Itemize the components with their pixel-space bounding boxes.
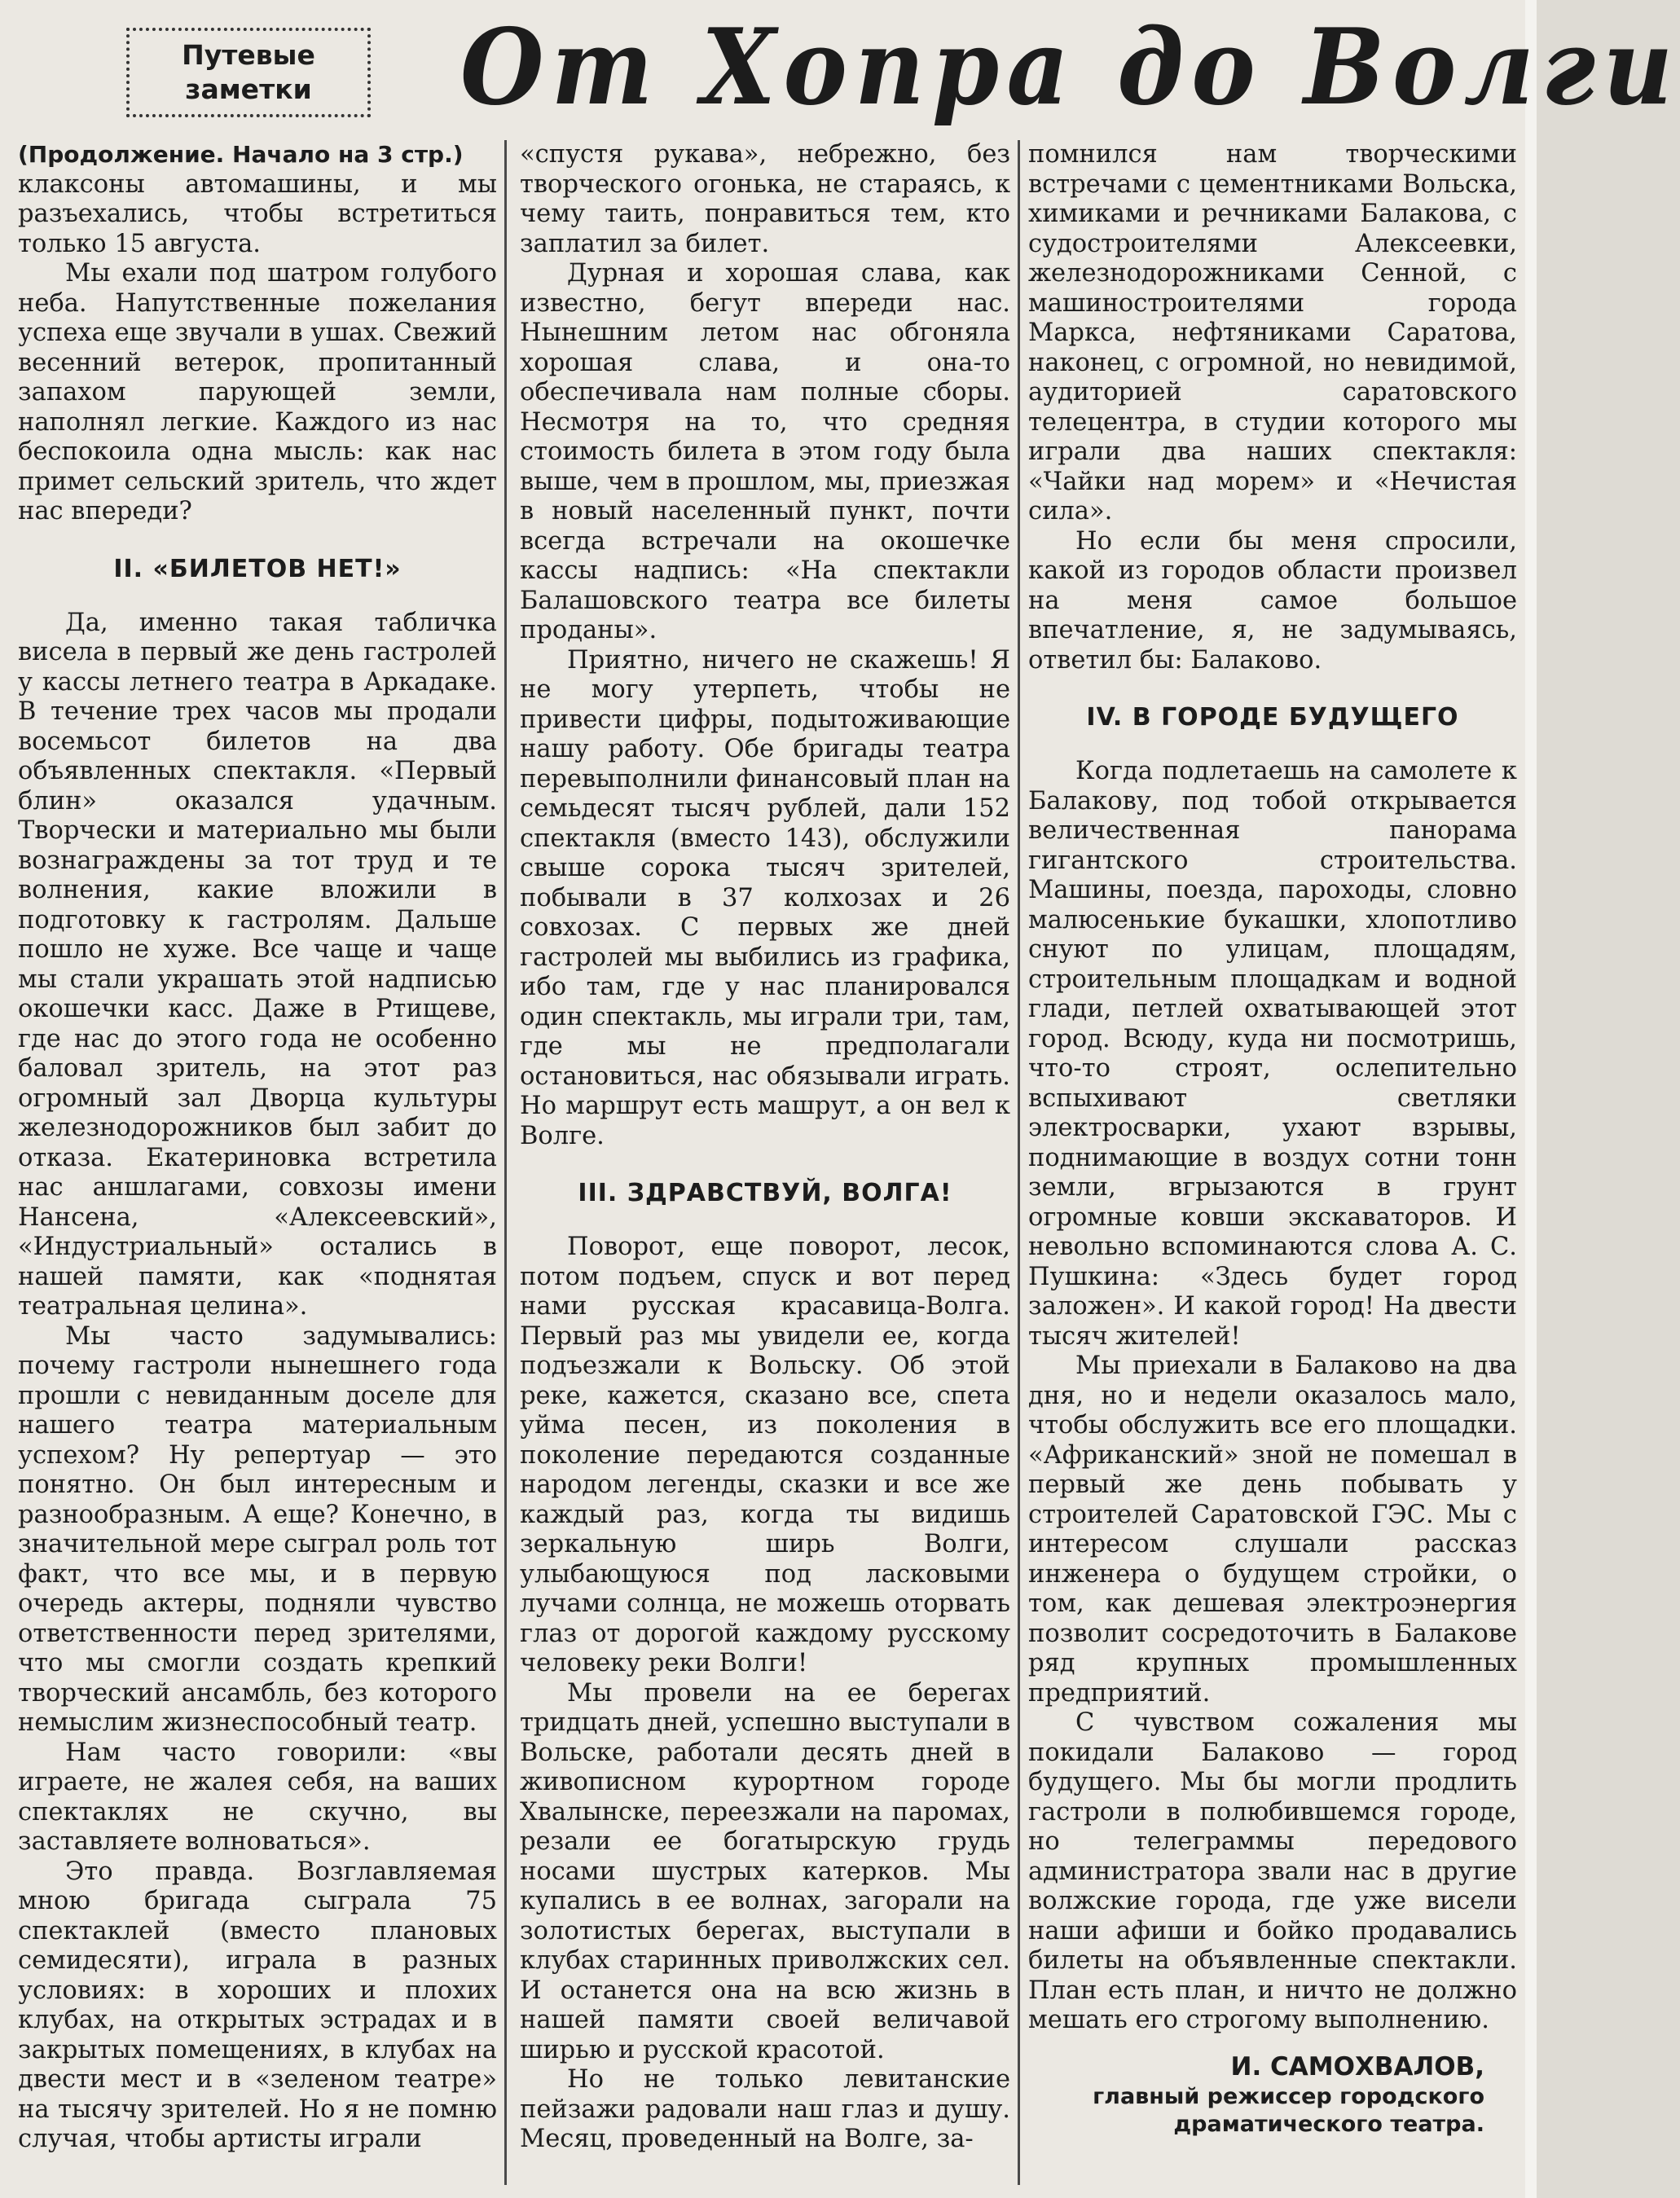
column-rule-1 (504, 140, 507, 2185)
paragraph: Но если бы меня спросили, какой из городов области произвел на меня самое большое впечатление, я, не задумываясь, ответил бы: Балаково. (1028, 526, 1517, 675)
author-role-line-1: главный режиссер городского (1093, 2083, 1484, 2109)
section-rubric (126, 28, 371, 117)
author-role-line-2: драматического театра. (1173, 2111, 1484, 2137)
paragraph: Мы ехали под шатром голубого неба. Напутственные пожелания успеха еще звучали в ушах. Свежий весенний ветерок, пропитанный запахом парующей земли, наполнял легкие. Каждого из нас беспокоила одна мысль: как нас примет сельский зритель, что ждет нас впереди? (18, 259, 497, 525)
paragraph: Мы приехали в Балаково на два дня, но и недели оказалось мало, чтобы обслужить все его площадки. «Африканский» зной не помешал в первый же день побывать у строителей Саратовской ГЭС. Мы с интересом слушали рассказ инженера о будущем стройки, о том, как дешевая электроэнергия позволит сосредоточить в Балакове ряд крупных промышленных предприятий. (1028, 1352, 1517, 1708)
article-headline: От Хопра до Волги (460, 7, 1680, 129)
column-3 (1028, 140, 1517, 2139)
author-signature (1028, 2051, 1517, 2139)
paragraph: Приятно, ничего не скажешь! Я не могу утерпеть, чтобы не привести цифры, подытоживающие нашу работу. Обе бригады театра перевыполнили финансовый план на семьдесят тысяч рублей, дали 152 спектакля (вместо 143), обслужили свыше сорока тысяч зрителей, побывали в 37 колхозах и 26 совхозах. С первых же дней гастролей мы выбились из графика, ибо там, где у нас планировался один спектакль, мы играли три, там, где мы не предполагали остановиться, нас обязывали играть. Но маршрут есть машрут, а он вел к Волге. (520, 645, 1010, 1150)
paragraph: Когда подлетаешь на самолете к Балакову, под тобой открывается величественная панорама гигантского строительства. Машины, поезда, пароходы, словно малюсенькие букашки, хлопотливо снуют по улицам, площадям, строительным площадкам и водной глади, петлей охватывающей этот город. Всюду, куда ни посмотришь, что-то строят, ослепительно вспыхивают светляки электросварки, ухают взрывы, поднимающие в воздух сотни тонн земли, вгрызаются в грунт огромные ковши экскаваторов. И невольно вспоминаются слова А. С. Пушкина: «Здесь будет город заложен». И какой город! На двести тысяч жителей! (1028, 757, 1517, 1351)
paragraph: Нам часто говорили: «вы играете, не жалея себя, на ваших спектаклях не скучно, вы заставляете волноваться». (18, 1738, 497, 1856)
paragraph: Поворот, еще поворот, лесок, потом подъем, спуск и вот перед нами русская красавица-Волга. Первый раз мы увидели ее, когда подъезжали к Вольску. Об этой реке, кажется, сказано все, спета уйма песен, из поколения в поколение передаются созданные народом легенды, сказки и все же каждый раз, когда ты видишь зеркальную ширь Волги, улыбающуюся под ласковыми лучами солнца, не можешь оторвать глаз от дорогой каждому русскому человеку реки Волги! (520, 1233, 1010, 1677)
author-name: И. САМОХВАЛОВ, (1230, 2051, 1484, 2082)
continuation-note: (Продолжение. Начало на 3 стр.) (18, 141, 464, 168)
rubric-line-2: заметки (185, 73, 312, 105)
paragraph: Это правда. Возглавляемая мною бригада сыграла 75 спектаклей (вместо плановых семидесяти), играла в разных условиях: в хороших и плохих клубах, на открытых эстрадах и в закрытых помещениях, в клубах на двести мест и в «зеленом театре» на тысячу зрителей. Но я не помню случая, чтобы артисты играли (18, 1857, 497, 2153)
section-heading: III. ЗДРАВСТВУЙ, ВОЛГА! (578, 1179, 952, 1207)
paragraph: «спустя рукава», небрежно, без творческого огонька, не стараясь, к чему таить, понравиться тем, кто заплатил за билет. (520, 140, 1010, 258)
paragraph: помнился нам творческими встречами с цементниками Вольска, химиками и речниками Балакова, с судостроителями Алексеевки, железнодорожниками Сенной, с машиностроителями города Маркса, нефтяниками Саратова, наконец, с огромной, но невидимой, аудиторией саратовского телецентра, в студии которого мы играли два наших спектакля: «Чайки над морем» и «Нечистая сила». (1028, 140, 1517, 525)
paragraph: Мы часто задумывались: почему гастроли нынешнего года прошли с невиданным доселе для нашего театра материальным успехом? Ну репертуар — это понятно. Он был интересным и разнообразным. А еще? Конечно, в значительной мере сыграл роль тот факт, что все мы, и в первую очередь актеры, подняли чувство ответственности перед зрителями, что мы смогли создать крепкий творческий ансамбль, без которого немыслим жизнеспособный театр. (18, 1321, 497, 1737)
column-1 (18, 140, 497, 2155)
section-heading: IV. В ГОРОДЕ БУДУЩЕГО (1086, 703, 1459, 732)
section-heading: II. «БИЛЕТОВ НЕТ!» (113, 554, 402, 583)
paragraph: С чувством сожаления мы покидали Балаково — город будущего. Мы бы могли продлить гастроли в полюбившемся городе, но телеграммы передового администратора звали нас в другие волжские города, где уже висели наши афиши и бойко продавались билеты на объявленные спектакли. План есть план, и ничто не должно мешать его строгому выполнению. (1028, 1708, 1517, 2034)
paragraph: Да, именно такая табличка висела в первый же день гастролей у кассы летнего театра в Аркадаке. В течение трех часов мы продали восемьсот билетов на два объявленных спектакля. «Первый блин» оказался удачным. Творчески и материально мы были вознаграждены за тот труд и те волнения, какие вложили в подготовку к гастролям. Дальше пошло не хуже. Все чаще и чаще мы стали украшать этой надписью окошечки касс. Даже в Ртищеве, где нас до этого года не особенно баловал зритель, на этот раз огромный зал Дворца культуры железнодорожников был забит до отказа. Екатериновка встретила нас аншлагами, совхозы имени Нансена, «Алексеевский», «Индустриальный» остались в нашей памяти, как «поднятая театральная целина». (18, 608, 497, 1321)
paragraph: Но не только левитанские пейзажи радовали наш глаз и душу. Месяц, проведенный на Волге, за- (520, 2065, 1010, 2153)
paragraph: Мы провели на ее берегах тридцать дней, успешно выступали в Вольске, работали десять дней в живописном курортном городе Хвалынске, переезжали на паромах, резали ее богатырскую грудь носами шустрых катерков. Мы купались в ее волнах, загорали на золотистых берегах, выступали в клубах старинных приволжских сел. И останется она на всю жизнь в нашей памяти своей величавой ширью и русской красотой. (520, 1678, 1010, 2064)
column-rule-2 (1018, 140, 1020, 2185)
rubric-line-1: Путевые (182, 39, 315, 71)
paragraph: Дурная и хорошая слава, как известно, бегут впереди нас. Нынешним летом нас обгоняла хорошая слава, и она-то обеспечивала нам полные сборы. Несмотря на то, что средняя стоимость билета в этом году была выше, чем в прошлом, мы, приезжая в новый населенный пункт, почти всегда встречали на окошечке кассы надпись: «На спектакли Балашовского театра все билеты проданы». (520, 259, 1010, 644)
paragraph: клаксоны автомашины, и мы разъехались, чтобы встретиться только 15 августа. (18, 169, 497, 258)
column-2 (520, 140, 1010, 2155)
